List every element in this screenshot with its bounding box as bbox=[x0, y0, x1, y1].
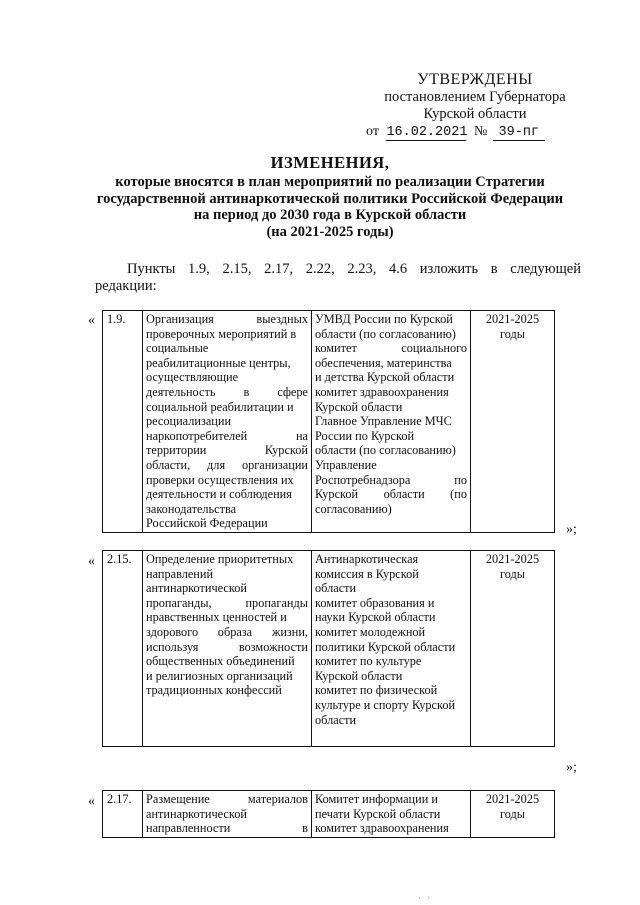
period-cell: 2021-2025 годы bbox=[471, 791, 555, 838]
title-line-1: которые вносятся в план мероприятий по реализации Стратегии bbox=[115, 174, 545, 190]
decree-number: 39-пг bbox=[493, 126, 545, 141]
quote-close-1: »; bbox=[566, 522, 577, 537]
quote-open-2: « bbox=[88, 554, 95, 569]
title-line-4: (на 2021-2025 годы) bbox=[266, 223, 394, 240]
intro-line-2: редакции: bbox=[95, 278, 157, 294]
quote-open-1: « bbox=[88, 313, 95, 328]
approval-line-1: постановлением Губернатора bbox=[384, 89, 566, 105]
item-number: 2.17. bbox=[103, 791, 143, 838]
intro-paragraph bbox=[95, 261, 581, 295]
activity-cell: Размещение материалов антинаркотической направленности в bbox=[143, 791, 312, 838]
quote-close-2: »; bbox=[566, 760, 577, 775]
approval-line-2: Курской области bbox=[423, 106, 527, 122]
intro-line-1: Пункты 1.9, 2.15, 2.17, 2.22, 2.23, 4.6 изложить в следующей bbox=[127, 261, 581, 277]
period-cell: 2021-2025 годы bbox=[471, 311, 555, 533]
executors-cell: УМВД России по Курской области (по согласованию) комитет социального обеспечения, материнства и детства Курской области комитет здравоохранения Курской области Главное Управление МЧС России по Курской области (по согласованию) Управление Роспотребнадзора по Курской области (по согласованию) bbox=[312, 311, 471, 533]
quote-open-3: « bbox=[88, 794, 95, 809]
plan-table-row-3 bbox=[102, 790, 555, 838]
document-title bbox=[80, 153, 580, 240]
approval-heading: УТВЕРЖДЕНЫ bbox=[417, 71, 533, 88]
plan-table-row-2 bbox=[102, 550, 555, 747]
number-label: № bbox=[473, 124, 488, 139]
title-main: ИЗМЕНЕНИЯ, bbox=[270, 153, 390, 172]
from-label: от bbox=[366, 124, 379, 139]
activity-cell: Организация выездных проверочных мероприятий в социальные реабилитационные центры, осуществляющие деятельность в сфере социальной реабилитации и ресоциализации наркопотребителей на территории Курской области, для организации проверки осуществления их деятельности и соблюдения законодательства Российской Федерации bbox=[143, 311, 312, 533]
decree-date: 16.02.2021 bbox=[386, 125, 468, 140]
footer-mark: · · bbox=[418, 893, 433, 903]
approval-signature-line bbox=[366, 123, 590, 141]
executors-cell: Антинаркотическая комиссия в Курской области комитет образования и науки Курской области комитет молодежной политики Курской области комитет по культуре Курской области комитет по физической культуре и спорту Курской области bbox=[312, 551, 471, 747]
executors-cell: Комитет информации и печати Курской области комитет здравоохранения bbox=[312, 791, 471, 838]
plan-table-row-1 bbox=[102, 310, 555, 533]
item-number: 1.9. bbox=[103, 311, 143, 533]
approval-block bbox=[360, 70, 590, 141]
period-cell: 2021-2025 годы bbox=[471, 551, 555, 747]
activity-cell: Определение приоритетных направлений антинаркотической пропаганды, пропаганды нравственных ценностей и здорового образа жизни, используя возможности общественных объединений и религиозных организаций традиционных конфессий bbox=[143, 551, 312, 747]
item-number: 2.15. bbox=[103, 551, 143, 747]
title-line-2: государственной антинаркотической политики Российской Федерации bbox=[96, 190, 564, 207]
title-line-3: на период до 2030 года в Курской области bbox=[193, 207, 467, 223]
